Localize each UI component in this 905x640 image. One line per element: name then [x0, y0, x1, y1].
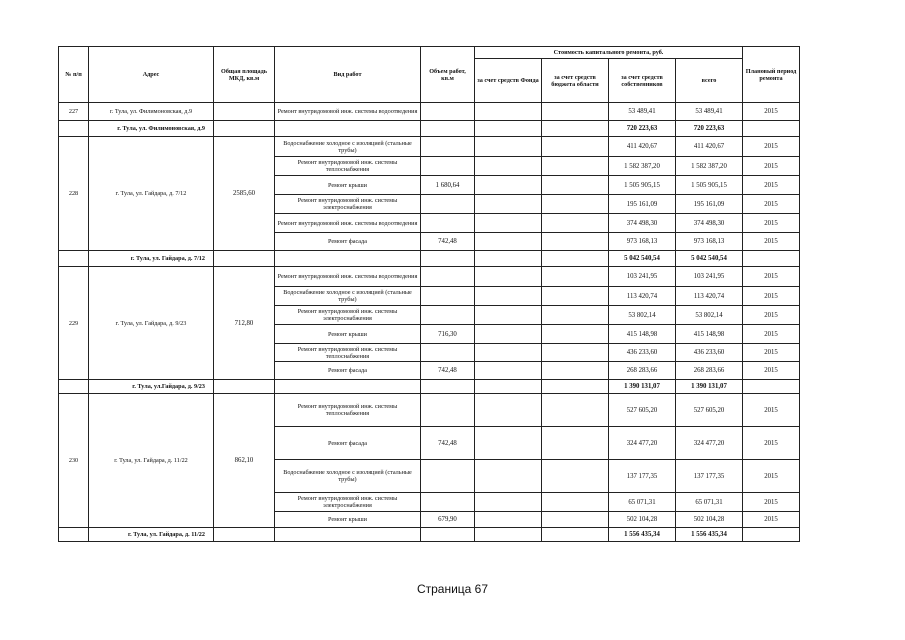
- cost-total: 527 605,20: [676, 394, 743, 427]
- work-volume: 1 680,64: [421, 176, 475, 195]
- subtotal-blank: [59, 251, 89, 267]
- header-volume: Объем работ, кв.м: [421, 47, 475, 103]
- header-fund: за счет средств Фонда: [475, 59, 542, 103]
- subtotal-owners: 5 042 540,54: [609, 251, 676, 267]
- header-area: Общая площадь МКД, кв.м: [214, 47, 275, 103]
- subtotal-area: [214, 380, 275, 394]
- subtotal-row: [59, 380, 800, 394]
- subtotal-row: [59, 251, 800, 267]
- subtotal-blank: [59, 121, 89, 137]
- subtotal-address: г. Тула, ул.Гайдара, д. 9/23: [89, 380, 214, 394]
- subtotal-fund: [475, 121, 542, 137]
- cost-owners: 268 283,66: [609, 362, 676, 380]
- cost-owners: 502 104,28: [609, 512, 676, 528]
- page-number: Страница 67: [416, 582, 489, 596]
- header-num: № п/п: [59, 47, 89, 103]
- subtotal-budget: [542, 380, 609, 394]
- cost-fund: [475, 325, 542, 344]
- row-address: г. Тула, ул. Филимоновская, д.9: [89, 103, 214, 121]
- work-volume: [421, 103, 475, 121]
- row-address: г. Тула, ул. Гайдара, д. 7/12: [89, 137, 214, 251]
- work-type: Водоснабжение холодное с изоляцией (стальные трубы): [275, 287, 421, 306]
- cost-owners: 374 498,30: [609, 214, 676, 233]
- cost-budget: [542, 195, 609, 214]
- work-type: Ремонт крыши: [275, 176, 421, 195]
- repair-period: 2015: [743, 287, 800, 306]
- subtotal-volume: [421, 251, 475, 267]
- cost-total: 65 071,31: [676, 493, 743, 512]
- work-type: Водоснабжение холодное с изоляцией (стальные трубы): [275, 460, 421, 493]
- work-type: Ремонт внутридомовой инж. системы электроснабжения: [275, 493, 421, 512]
- table-row: [59, 267, 800, 287]
- subtotal-volume: [421, 380, 475, 394]
- cost-owners: 527 605,20: [609, 394, 676, 427]
- subtotal-period: [743, 380, 800, 394]
- repair-period: 2015: [743, 512, 800, 528]
- work-volume: [421, 460, 475, 493]
- cost-owners: 1 582 387,20: [609, 157, 676, 176]
- repair-period: 2015: [743, 344, 800, 362]
- repair-period: 2015: [743, 493, 800, 512]
- row-number: 229: [59, 267, 89, 380]
- subtotal-fund: [475, 251, 542, 267]
- repair-period: 2015: [743, 460, 800, 493]
- subtotal-total: 1 556 435,34: [676, 528, 743, 542]
- work-type: Ремонт крыши: [275, 325, 421, 344]
- cost-budget: [542, 306, 609, 325]
- cost-total: 103 241,95: [676, 267, 743, 287]
- row-number: 228: [59, 137, 89, 251]
- cost-budget: [542, 137, 609, 157]
- cost-budget: [542, 394, 609, 427]
- table-row: [59, 137, 800, 157]
- cost-budget: [542, 325, 609, 344]
- cost-total: 137 177,35: [676, 460, 743, 493]
- cost-fund: [475, 233, 542, 251]
- subtotal-work: [275, 121, 421, 137]
- subtotal-address: г. Тула, ул. Гайдара, д. 11/22: [89, 528, 214, 542]
- cost-owners: 65 071,31: [609, 493, 676, 512]
- cost-fund: [475, 157, 542, 176]
- work-volume: [421, 137, 475, 157]
- row-area: 2585,60: [214, 137, 275, 251]
- subtotal-volume: [421, 121, 475, 137]
- cost-owners: 103 241,95: [609, 267, 676, 287]
- cost-budget: [542, 362, 609, 380]
- subtotal-fund: [475, 528, 542, 542]
- work-type: Ремонт фасада: [275, 233, 421, 251]
- cost-total: 436 233,60: [676, 344, 743, 362]
- cost-fund: [475, 493, 542, 512]
- work-volume: 742,48: [421, 427, 475, 460]
- table-body: [59, 103, 800, 542]
- cost-fund: [475, 427, 542, 460]
- subtotal-owners: 1 390 131,07: [609, 380, 676, 394]
- row-number: 227: [59, 103, 89, 121]
- cost-owners: 324 477,20: [609, 427, 676, 460]
- subtotal-fund: [475, 380, 542, 394]
- work-volume: [421, 157, 475, 176]
- subtotal-owners: 720 223,63: [609, 121, 676, 137]
- cost-fund: [475, 306, 542, 325]
- cost-owners: 113 420,74: [609, 287, 676, 306]
- row-area: 712,80: [214, 267, 275, 380]
- cost-owners: 411 420,67: [609, 137, 676, 157]
- cost-total: 113 420,74: [676, 287, 743, 306]
- subtotal-address: г. Тула, ул. Филимоновская, д.9: [89, 121, 214, 137]
- repair-period: 2015: [743, 267, 800, 287]
- repair-period: 2015: [743, 325, 800, 344]
- subtotal-total: 720 223,63: [676, 121, 743, 137]
- cost-fund: [475, 287, 542, 306]
- subtotal-period: [743, 251, 800, 267]
- repair-period: 2015: [743, 427, 800, 460]
- repair-period: 2015: [743, 306, 800, 325]
- cost-owners: 1 505 905,15: [609, 176, 676, 195]
- cost-fund: [475, 460, 542, 493]
- work-type: Ремонт внутридомовой инж. системы водоотведения: [275, 267, 421, 287]
- cost-total: 268 283,66: [676, 362, 743, 380]
- cost-budget: [542, 267, 609, 287]
- cost-fund: [475, 176, 542, 195]
- cost-owners: 415 148,98: [609, 325, 676, 344]
- subtotal-area: [214, 121, 275, 137]
- cost-fund: [475, 137, 542, 157]
- work-type: Ремонт внутридомовой инж. системы водоотведения: [275, 103, 421, 121]
- subtotal-blank: [59, 528, 89, 542]
- cost-total: 53 802,14: [676, 306, 743, 325]
- cost-owners: 973 168,13: [609, 233, 676, 251]
- cost-fund: [475, 394, 542, 427]
- cost-budget: [542, 344, 609, 362]
- cost-total: 411 420,67: [676, 137, 743, 157]
- subtotal-row: [59, 528, 800, 542]
- subtotal-period: [743, 528, 800, 542]
- cost-budget: [542, 512, 609, 528]
- cost-budget: [542, 287, 609, 306]
- header-work: Вид работ: [275, 47, 421, 103]
- work-volume: [421, 214, 475, 233]
- header-cost-group: Стоимость капитального ремонта, руб.: [475, 47, 743, 59]
- cost-total: 973 168,13: [676, 233, 743, 251]
- work-type: Ремонт внутридомовой инж. системы электроснабжения: [275, 195, 421, 214]
- header-budget: за счет средств бюджета области: [542, 59, 609, 103]
- work-volume: [421, 493, 475, 512]
- cost-owners: 436 233,60: [609, 344, 676, 362]
- work-volume: [421, 306, 475, 325]
- header-address: Адрес: [89, 47, 214, 103]
- work-volume: [421, 195, 475, 214]
- work-volume: [421, 344, 475, 362]
- subtotal-budget: [542, 121, 609, 137]
- cost-total: 195 161,09: [676, 195, 743, 214]
- work-volume: 679,90: [421, 512, 475, 528]
- cost-total: 324 477,20: [676, 427, 743, 460]
- cost-fund: [475, 344, 542, 362]
- work-type: Ремонт внутридомовой инж. системы теплоснабжения: [275, 394, 421, 427]
- header-total: всего: [676, 59, 743, 103]
- work-volume: [421, 394, 475, 427]
- row-address: г. Тула, ул. Гайдара, д. 9/23: [89, 267, 214, 380]
- cost-owners: 195 161,09: [609, 195, 676, 214]
- work-volume: [421, 267, 475, 287]
- cost-fund: [475, 103, 542, 121]
- row-area: [214, 103, 275, 121]
- work-type: Ремонт фасада: [275, 427, 421, 460]
- cost-owners: 53 489,41: [609, 103, 676, 121]
- cost-budget: [542, 493, 609, 512]
- subtotal-budget: [542, 528, 609, 542]
- cost-total: 374 498,30: [676, 214, 743, 233]
- cost-total: 53 489,41: [676, 103, 743, 121]
- work-type: Ремонт крыши: [275, 512, 421, 528]
- subtotal-total: 5 042 540,54: [676, 251, 743, 267]
- row-area: 862,10: [214, 394, 275, 528]
- repair-period: 2015: [743, 214, 800, 233]
- cost-total: 1 582 387,20: [676, 157, 743, 176]
- cost-budget: [542, 460, 609, 493]
- subtotal-work: [275, 528, 421, 542]
- subtotal-total: 1 390 131,07: [676, 380, 743, 394]
- subtotal-blank: [59, 380, 89, 394]
- cost-total: 1 505 905,15: [676, 176, 743, 195]
- repair-period: 2015: [743, 195, 800, 214]
- header-owners: за счет средств собственников: [609, 59, 676, 103]
- row-address: г. Тула, ул. Гайдара, д. 11/22: [89, 394, 214, 528]
- repair-period: 2015: [743, 103, 800, 121]
- header-period: Плановый период ремонта: [743, 47, 800, 103]
- repair-period: 2015: [743, 394, 800, 427]
- subtotal-area: [214, 251, 275, 267]
- work-volume: [421, 287, 475, 306]
- cost-budget: [542, 103, 609, 121]
- cost-budget: [542, 214, 609, 233]
- cost-total: 502 104,28: [676, 512, 743, 528]
- cost-fund: [475, 267, 542, 287]
- subtotal-budget: [542, 251, 609, 267]
- capital-repair-table: [58, 46, 800, 542]
- cost-fund: [475, 195, 542, 214]
- repair-period: 2015: [743, 362, 800, 380]
- cost-owners: 137 177,35: [609, 460, 676, 493]
- work-volume: 742,48: [421, 233, 475, 251]
- repair-period: 2015: [743, 137, 800, 157]
- cost-fund: [475, 362, 542, 380]
- cost-budget: [542, 427, 609, 460]
- cost-fund: [475, 512, 542, 528]
- cost-fund: [475, 214, 542, 233]
- subtotal-work: [275, 380, 421, 394]
- work-volume: 716,30: [421, 325, 475, 344]
- cost-budget: [542, 233, 609, 251]
- repair-period: 2015: [743, 176, 800, 195]
- repair-period: 2015: [743, 157, 800, 176]
- cost-owners: 53 802,14: [609, 306, 676, 325]
- cost-budget: [542, 176, 609, 195]
- work-type: Ремонт фасада: [275, 362, 421, 380]
- subtotal-row: [59, 121, 800, 137]
- subtotal-work: [275, 251, 421, 267]
- cost-budget: [542, 157, 609, 176]
- table-row: [59, 394, 800, 427]
- subtotal-volume: [421, 528, 475, 542]
- work-type: Водоснабжение холодное с изоляцией (стальные трубы): [275, 137, 421, 157]
- work-type: Ремонт внутридомовой инж. системы водоотведения: [275, 214, 421, 233]
- row-number: 230: [59, 394, 89, 528]
- work-volume: 742,48: [421, 362, 475, 380]
- work-type: Ремонт внутридомовой инж. системы электроснабжения: [275, 306, 421, 325]
- work-type: Ремонт внутридомовой инж. системы теплоснабжения: [275, 344, 421, 362]
- cost-total: 415 148,98: [676, 325, 743, 344]
- subtotal-area: [214, 528, 275, 542]
- work-type: Ремонт внутридомовой инж. системы теплоснабжения: [275, 157, 421, 176]
- table-row: [59, 103, 800, 121]
- subtotal-period: [743, 121, 800, 137]
- repair-period: 2015: [743, 233, 800, 251]
- subtotal-address: г. Тула, ул. Гайдара, д. 7/12: [89, 251, 214, 267]
- subtotal-owners: 1 556 435,34: [609, 528, 676, 542]
